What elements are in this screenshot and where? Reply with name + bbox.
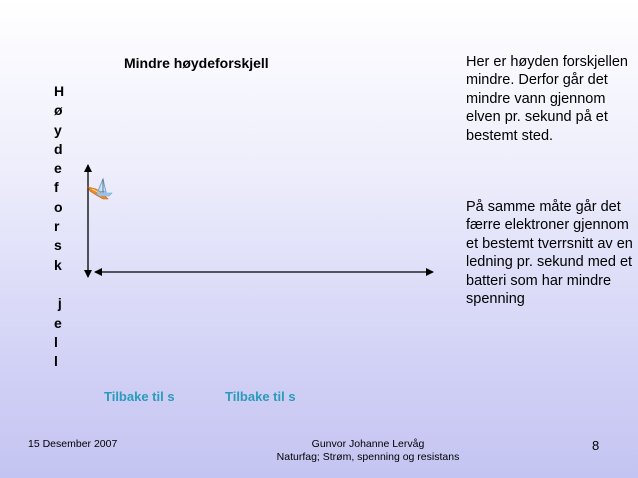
footer-date: 15 Desember 2007 [28,438,118,450]
back-link-2[interactable]: Tilbake til s [225,389,296,404]
back-link-1[interactable]: Tilbake til s [104,389,175,404]
vertical-label-char-13: e [54,314,62,331]
vertical-label-char-9: s [54,237,62,254]
vertical-label-char-8: r [54,218,60,235]
vertical-label-char-12: j [54,295,62,312]
vertical-label-char-6: f [54,179,59,196]
vertical-label-char-5: e [54,160,62,177]
explanation-paragraph-1: Her er høyden forskjellen mindre. Derfor går det mindre vann gjennom elven pr. sekund på et bestemt sted. [466,54,628,144]
vertical-label-char-2: ø [54,102,63,119]
vertical-label-char-3: y [54,121,62,138]
footer-author: Gunvor Johanne Lervåg [311,438,425,450]
vertical-label-char-14: l [54,333,58,350]
vertical-label-char-10: k [54,256,62,273]
footer-subject: Naturfag; Strøm, spenning og resistans [276,451,460,463]
explanation-paragraph-2: På samme måte går det færre elektroner gjennom et bestemt tverrsnitt av en ledning pr. sekund med et batteri som har mindre spenning [466,199,633,308]
vertical-label-char-7: o [54,198,63,215]
slide-heading: Mindre høydeforskjell [124,55,269,71]
sailboat-icon [96,179,112,196]
footer-author-subject [268,438,468,464]
vertical-label-char-15: l [54,353,58,370]
height-difference-diagram [70,155,445,285]
vertical-label-char-4: d [54,140,63,157]
page-number: 8 [592,438,600,453]
vertical-label-char-1: H [54,83,65,99]
